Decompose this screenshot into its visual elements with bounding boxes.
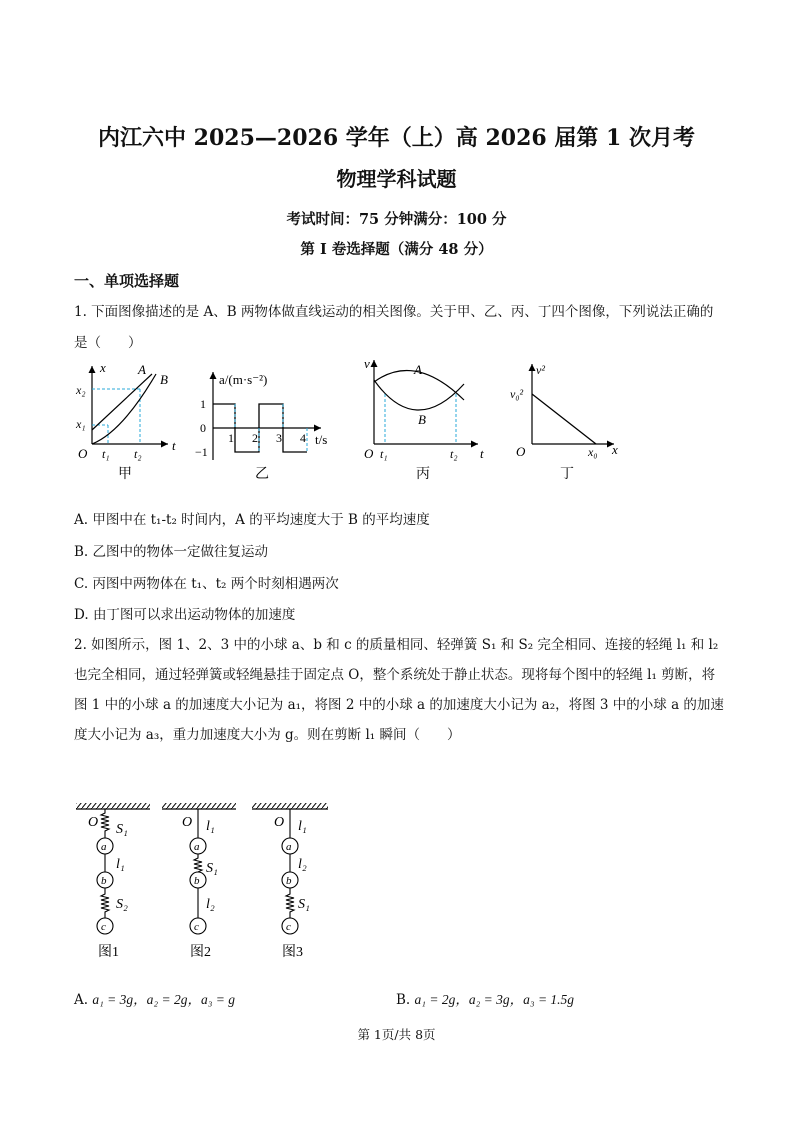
- q2-option-a-text: a₁ = 3g，a₂ = 2g，a₃ = g: [92, 992, 236, 1007]
- fig1-link-2: l₁: [116, 857, 125, 872]
- q1-option-c-letter: C.: [74, 576, 89, 592]
- q1-option-d-letter: D.: [74, 607, 89, 623]
- yi-caption: 乙: [255, 467, 269, 482]
- q1-figure-ding: [508, 360, 623, 482]
- q1-option-b-letter: B.: [74, 544, 89, 560]
- fig2-a: a: [194, 841, 200, 853]
- fig2-c: c: [194, 921, 199, 933]
- fig3-caption: 图3: [282, 945, 303, 960]
- bing-t-label: t: [480, 446, 484, 461]
- fig2-spring-s1: [194, 854, 202, 872]
- q2-option-a[interactable]: [74, 988, 235, 1008]
- bing-a-label: A: [414, 362, 422, 377]
- fig2-link-3: l₂: [206, 897, 215, 912]
- q2-figure-1: [76, 803, 150, 960]
- jia-caption: 甲: [118, 467, 132, 482]
- jia-curve-b: [92, 374, 156, 444]
- q1-figure-yi: [193, 360, 343, 482]
- q1-option-a-text: 甲图中在 t₁-t₂ 时间内，A 的平均速度大于 B 的平均速度: [92, 512, 430, 528]
- fig1-link-1: S₁: [116, 822, 128, 837]
- fig3-link-1: l₁: [298, 819, 307, 834]
- part-title: 第 I 卷选择题（满分 48 分）: [300, 241, 493, 258]
- jia-x2-label: x₂: [76, 383, 86, 397]
- yi-a-label: a/(m·s⁻²): [219, 372, 268, 387]
- fig1-b: b: [101, 875, 107, 887]
- section-heading: 一、单项选择题: [74, 272, 180, 290]
- ding-x0-label: x₀: [588, 445, 598, 459]
- q1-stem: 1. 下面图像描述的是 A、B 两物体做直线运动的相关图像。关于甲、乙、丙、丁四个图像，下列说法正确的是（ ）: [74, 304, 714, 351]
- fig3-b: b: [286, 875, 292, 887]
- jia-b-label: B: [160, 372, 168, 387]
- q2-stem: 2. 如图所示，图 1、2、3 中的小球 a、b 和 c 的质量相同、轻弹簧 S₁ 和 S₂ 完全相同、连接的轻绳 l₁ 和 l₂ 也完全相同，通过轻弹簧或轻绳悬挂于固定点 O，整个系统处于静止状态。现将每个图中的轻绳 l₁ 剪断，将图 1 中的小球 a 的加速度大小记为 a₁，将图 2 中的小球 a 的加速度大小记为 a₂，将图 3 中的小球 a 的加速度大小记为 a₃，重力加速度大小为 g。则在剪断 l₁ 瞬间（ ）: [74, 637, 724, 743]
- fig3-link-2: l₂: [298, 857, 307, 872]
- yi-tick-0: 0: [200, 421, 206, 435]
- jia-t-label: t: [172, 438, 176, 453]
- fig3-c: c: [286, 921, 291, 933]
- q2-figure-2: [162, 803, 236, 960]
- jia-t2-label: t₂: [134, 447, 142, 461]
- ding-v2-label: v²: [536, 363, 545, 377]
- q1-option-b[interactable]: [74, 540, 268, 560]
- fig2-link-1: l₁: [206, 819, 215, 834]
- bing-b-label: B: [418, 412, 426, 427]
- fig1-spring-s1: [101, 809, 109, 838]
- ding-v02-label: v₀²: [510, 387, 524, 401]
- fig2-o: O: [182, 815, 193, 830]
- ding-caption: 丁: [560, 467, 574, 482]
- fig2-b: b: [194, 875, 200, 887]
- bing-t1-label: t₁: [380, 447, 388, 461]
- q1-option-d[interactable]: [74, 603, 295, 623]
- jia-a-label: A: [138, 362, 146, 377]
- page-footer: 第 1页/共 8页: [357, 1027, 436, 1042]
- q1-figure-jia: [74, 360, 184, 482]
- yi-tick-neg1: −1: [195, 445, 208, 459]
- fig1-c: c: [101, 921, 106, 933]
- q2-option-a-letter: A.: [74, 992, 89, 1008]
- bing-caption: 丙: [416, 467, 430, 482]
- q1-option-a-letter: A.: [74, 512, 89, 528]
- jia-x-label: x: [100, 360, 106, 375]
- bing-v-label: v: [364, 356, 370, 371]
- q1-option-a[interactable]: [74, 508, 430, 528]
- yi-tick-1: 1: [200, 397, 206, 411]
- jia-t1-label: t₁: [102, 447, 110, 461]
- q2-option-b[interactable]: [396, 988, 574, 1008]
- fig3-o: O: [274, 815, 285, 830]
- q1-figure-bing: [360, 354, 490, 482]
- subject-title: 物理学科试题: [336, 167, 457, 191]
- yi-xtick-1: 1: [228, 431, 234, 445]
- exam-title: 内江六中 2025—2026 学年（上）高 2026 届第 1 次月考: [98, 125, 695, 151]
- bing-curve-b: [374, 380, 464, 410]
- jia-x1-label: x₁: [76, 417, 86, 431]
- jia-origin: O: [78, 446, 88, 461]
- q1-option-b-text: 乙图中的物体一定做往复运动: [92, 544, 269, 560]
- ding-origin: O: [516, 444, 526, 459]
- ding-x-label: x: [612, 442, 618, 457]
- q2-figures: [72, 796, 342, 966]
- q1-option-c-text: 丙图中两物体在 t₁、t₂ 两个时刻相遇两次: [92, 576, 339, 592]
- fig2-caption: 图2: [190, 945, 211, 960]
- q2-option-b-letter: B.: [396, 992, 411, 1008]
- q1-option-c[interactable]: [74, 572, 339, 592]
- bing-origin: O: [364, 446, 374, 461]
- yi-xtick-3: 3: [276, 431, 282, 445]
- fig1-link-3: S₂: [116, 897, 128, 912]
- fig1-o: O: [88, 815, 99, 830]
- fig2-link-2: S₁: [206, 861, 218, 876]
- yi-t-label: t/s: [315, 432, 328, 447]
- yi-xtick-4: 4: [300, 431, 306, 445]
- q2-figure-3: [252, 803, 328, 960]
- fig1-a: a: [101, 841, 107, 853]
- yi-xtick-2: 2: [252, 431, 258, 445]
- exam-info: 考试时间：75 分钟满分：100 分: [286, 211, 507, 228]
- fig3-spring-s1: [286, 888, 294, 918]
- fig3-a: a: [286, 841, 292, 853]
- q1-option-d-text: 由丁图可以求出运动物体的加速度: [92, 607, 296, 623]
- ding-line: [532, 394, 596, 444]
- fig1-spring-s2: [101, 888, 109, 918]
- fig1-caption: 图1: [98, 945, 119, 960]
- fig3-link-3: S₁: [298, 897, 310, 912]
- bing-t2-label: t₂: [450, 447, 458, 461]
- q2-option-b-text: a₁ = 2g，a₂ = 3g，a₃ = 1.5g: [414, 992, 575, 1007]
